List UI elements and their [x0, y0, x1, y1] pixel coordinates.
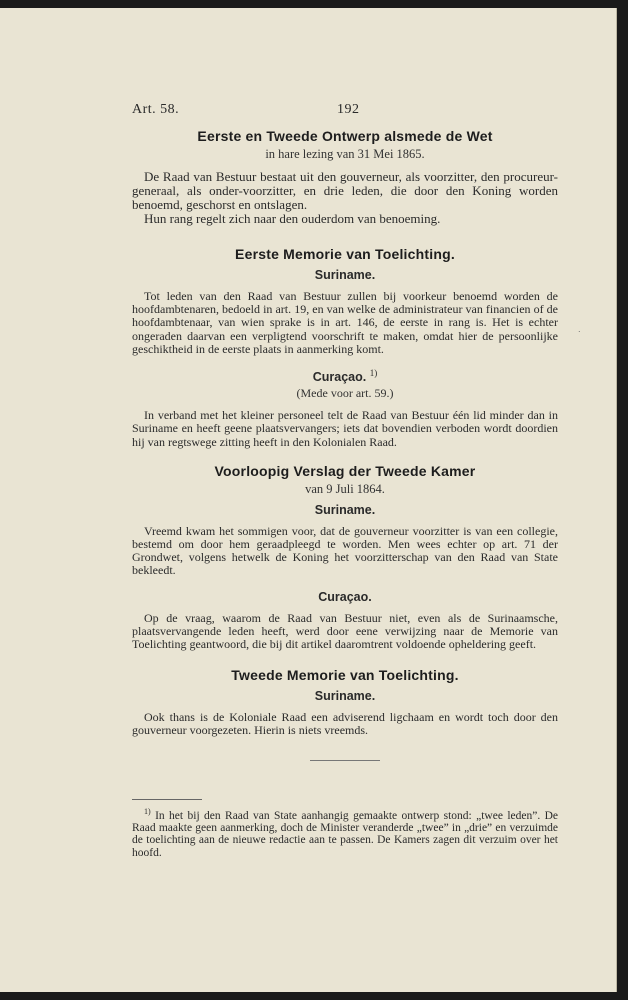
- paragraph-eerste-memorie-suriname: Tot leden van den Raad van Bestuur zullen bij voorkeur benoemd worden de hoofdambtenaren, bedoeld in art. 19, en van welke de administrateur van financien of de hoofdambtenaar, van wien sprake is in art. 146, de eerste in rang is. Het is echter ongeraden daarvan een verpligtend voorschrift te maken, omdat hier de persoonlijke geschiktheid in de eerste plaats in aanmerking komt.: [132, 289, 558, 356]
- section-title-tweede-memorie: Tweede Memorie van Toelichting.: [231, 667, 459, 684]
- section-subtitle-ontwerp: in hare lezing van 31 Mei 1865.: [265, 147, 425, 161]
- heading-suriname-1: Suriname.: [314, 268, 376, 282]
- paragraph-voorloopig-curacao: Op de vraag, waarom de Raad van Bestuur niet, even als de Surinaamsche, plaatsvervangende leden heeft, werd door eene verwijzing naar de Memorie van Toelichting geantwoord, die bij dit artikel daaromtrent voldoende opheldering geeft.: [132, 610, 558, 651]
- paragraph-eerste-memorie-curacao: In verband met het kleiner personeel telt de Raad van Bestuur één lid minder dan in Suriname en heeft geene plaatsvervangers; iets dat bovendien verboden wordt doordien hij van regtswege zitting heeft in den Kolonialen Raad.: [132, 408, 558, 449]
- footnote-reference: 1): [369, 368, 378, 379]
- section-subtitle-voorloopig-verslag: van 9 Juli 1864.: [305, 481, 385, 496]
- paragraph-voorloopig-suriname: Vreemd kwam het sommigen voor, dat de gouverneur voorzitter is van een collegie, bestemd om door hem geraadpleegd te worden. Men wees echter op art. 71 der Grondwet, volgens hetwelk de Koning het voorzitterschap van den Raad van State bekleedt.: [132, 523, 558, 578]
- paragraph-ontwerp-1: De Raad van Bestuur bestaat uit den gouverneur, als voorzitter, den procureur-generaal, als onder-voorzitter, en drie leden, die door den Koning worden benoemd, geschorst en ontslagen.: [132, 169, 558, 212]
- book-page: [0, 8, 617, 992]
- section-title-ontwerp: Eerste en Tweede Ontwerp alsmede de Wet: [197, 128, 493, 144]
- running-header: [132, 94, 558, 120]
- margin-mark: ˙: [578, 330, 582, 342]
- page-number: 192: [337, 102, 360, 117]
- section-title-eerste-memorie: Eerste Memorie van Toelichting.: [235, 246, 455, 262]
- paragraph-ontwerp-2: Hun rang regelt zich naar den ouderdom van benoeming.: [144, 211, 441, 226]
- heading-curacao-1-label: Curaçao.: [312, 370, 367, 385]
- footnote-text: In het bij den Raad van State aanhangig gemaakte ontwerp stond: „twee leden”. De Raad maakte geen aanmerking, doch de Minister veranderde „twee” in „drie” en verzuimde de toelichting aan de nieuwe redactie aan te passen. De Kamers zagen dit verzuim over het hoofd.: [132, 809, 559, 859]
- heading-suriname-2: Suriname.: [314, 502, 376, 517]
- heading-suriname-3: Suriname.: [314, 689, 376, 704]
- heading-curacao-1: [132, 368, 558, 384]
- footnote-marker: 1): [144, 806, 151, 816]
- footnote: [132, 806, 558, 860]
- section-title-voorloopig-verslag: Voorloopig Verslag der Tweede Kamer: [214, 462, 476, 479]
- curacao-note: (Mede voor art. 59.): [296, 386, 394, 401]
- paragraph-tweede-memorie-suriname: Ook thans is de Koloniale Raad een adviserend ligchaam en wordt toch door den gouverneur voorgezeten. Hierin is niets vreemds.: [132, 710, 558, 738]
- heading-curacao-2: Curaçao.: [318, 589, 372, 604]
- page-content: [132, 94, 558, 859]
- article-number: Art. 58.: [132, 102, 180, 117]
